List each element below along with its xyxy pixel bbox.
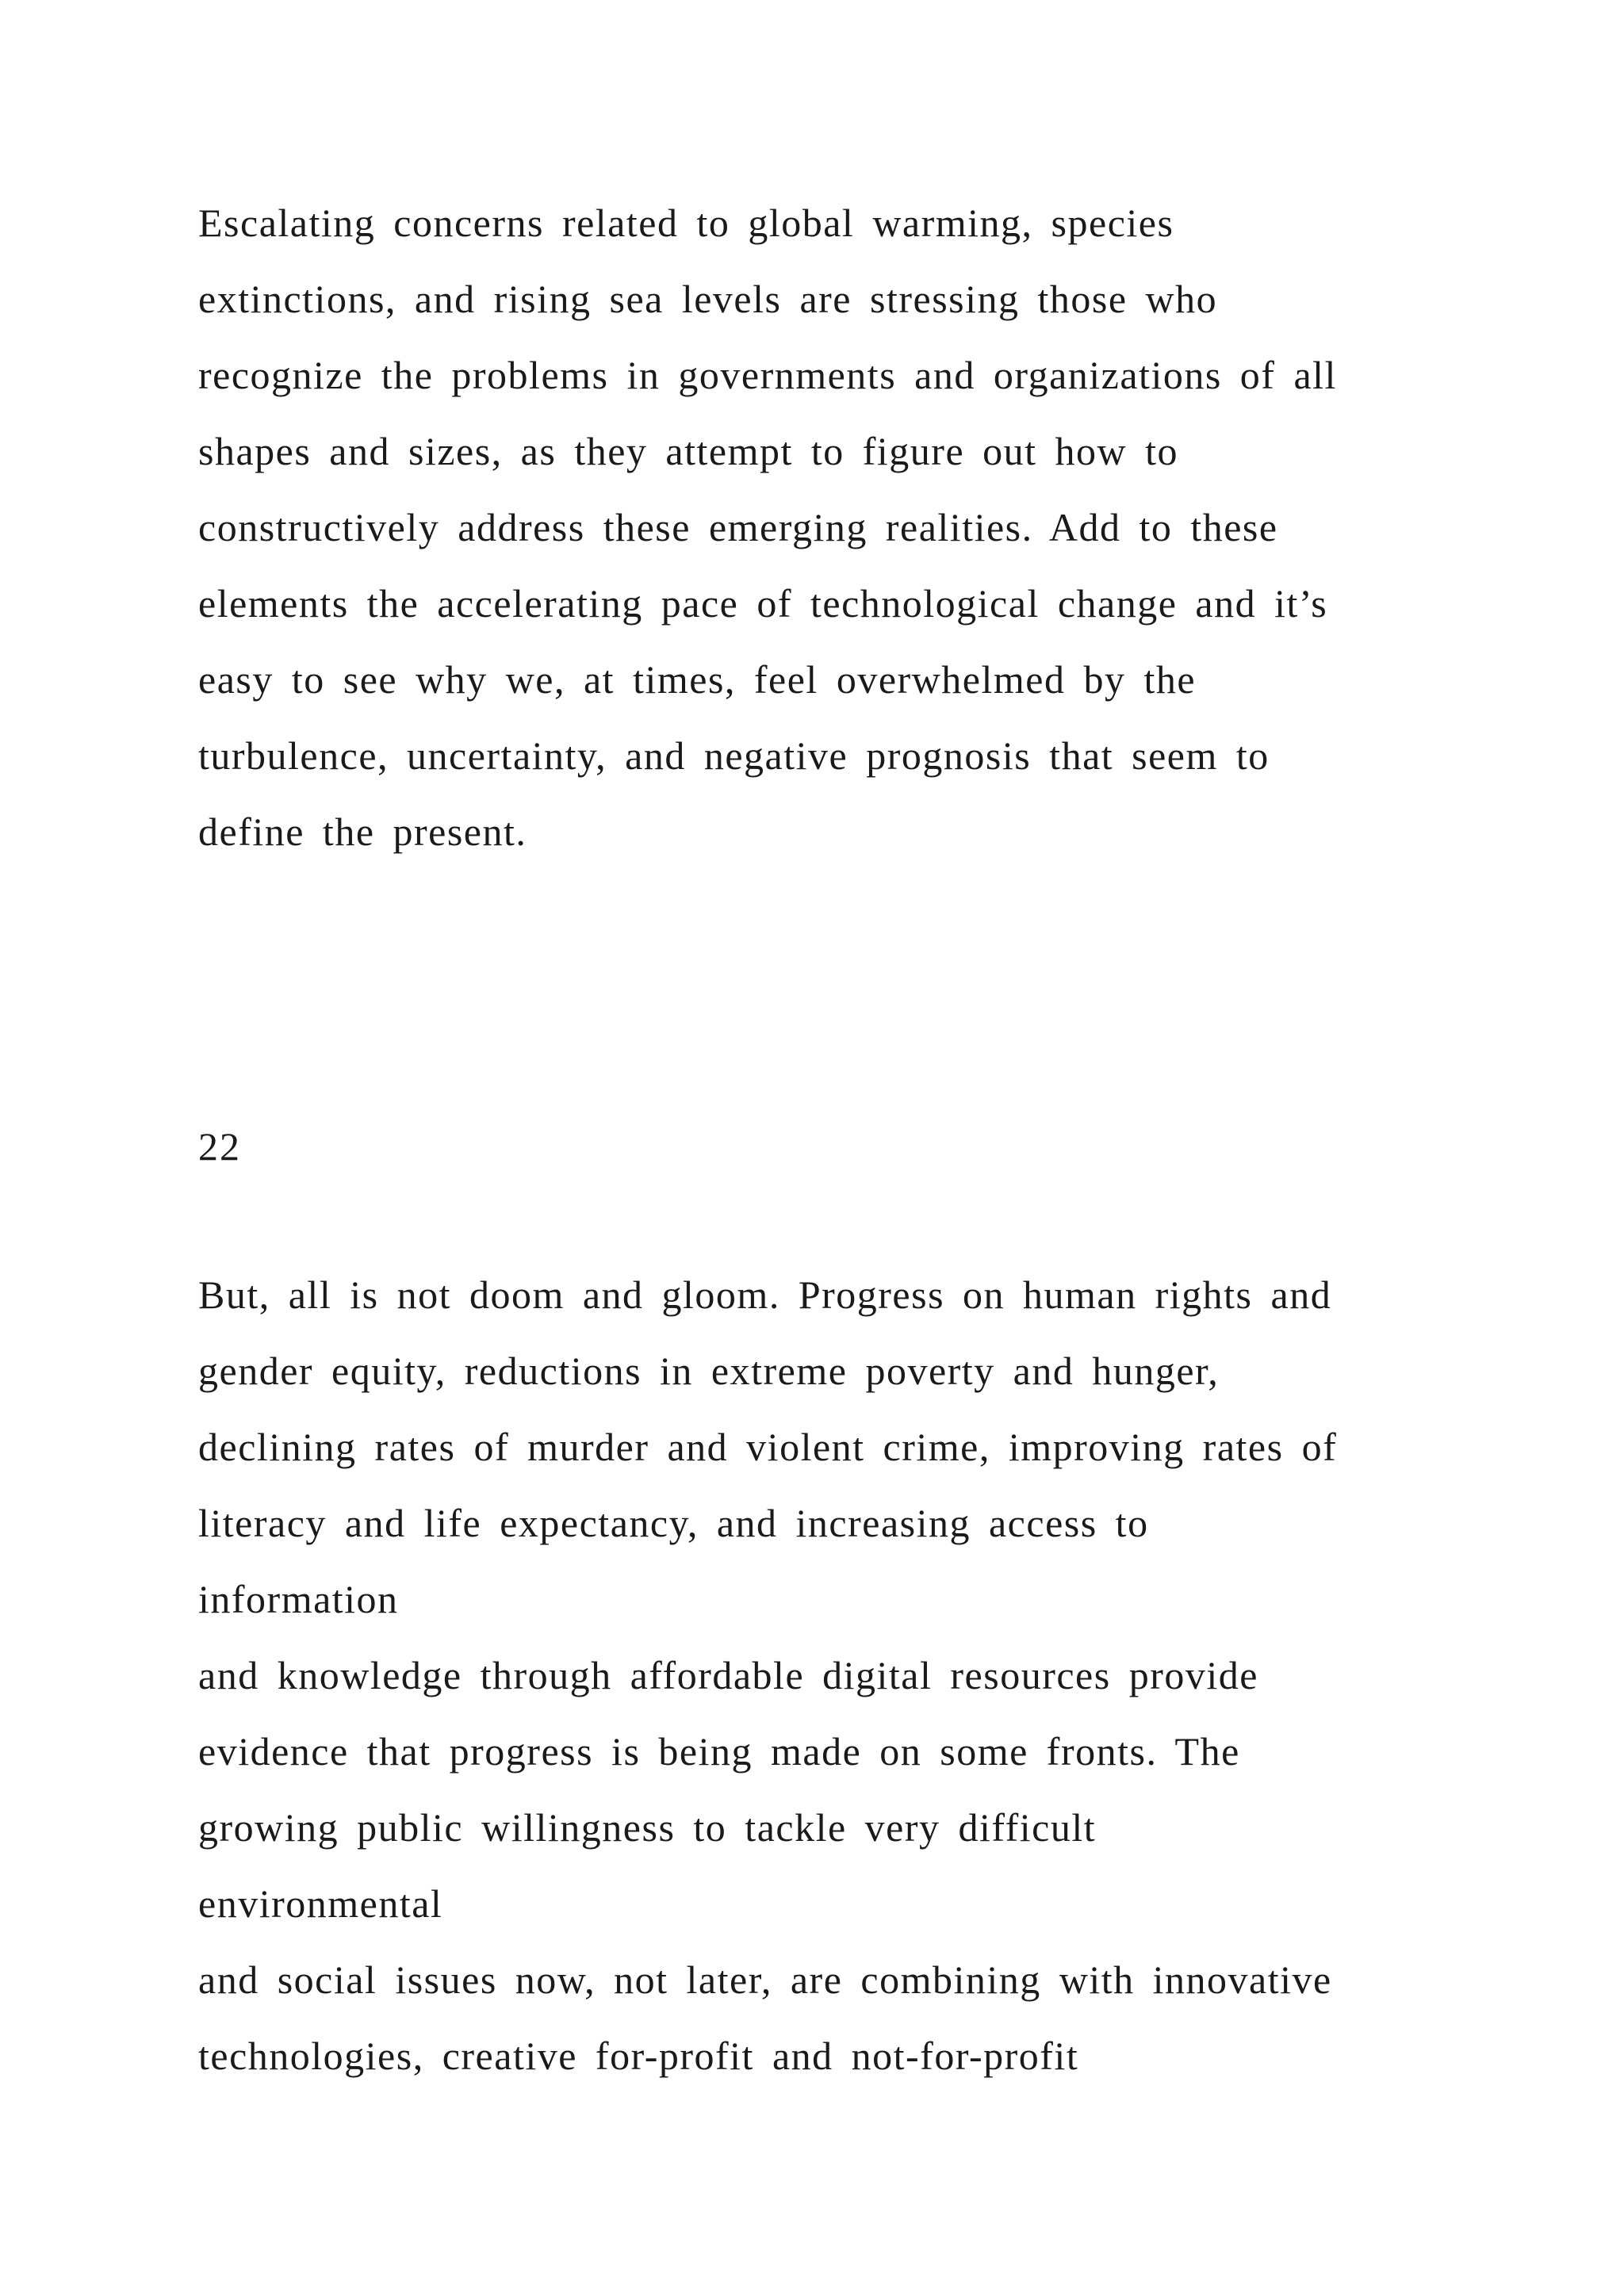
paragraph-2-line-2: gender equity, reductions in extreme poverty and hunger, — [198, 1349, 1220, 1393]
paragraph-1-line-8: turbulence, uncertainty, and negative prognosis that seem to — [198, 733, 1270, 778]
paragraph-2-line-3: declining rates of murder and violent crime, improving rates of — [198, 1425, 1338, 1469]
paragraph-2-line-5: information — [198, 1577, 399, 1621]
paragraph-2-line-9: environmental — [198, 1881, 443, 1926]
paragraph-1-line-7: easy to see why we, at times, feel overwhelmed by the — [198, 657, 1197, 702]
paragraph-1-line-1: Escalating concerns related to global warming, species — [198, 201, 1174, 245]
paragraph-2-line-10: and social issues now, not later, are combining with innovative — [198, 1957, 1332, 2002]
paragraph-1-line-4: shapes and sizes, as they attempt to figure out how to — [198, 429, 1179, 473]
paragraph-2-line-6: and knowledge through affordable digital resources provide — [198, 1653, 1258, 1697]
paragraph-2-line-11: technologies, creative for-profit and not-for-profit — [198, 2034, 1079, 2078]
paragraph-2-line-1: But, all is not doom and gloom. Progress on human rights and — [198, 1272, 1332, 1317]
paragraph-1-line-9: define the present. — [198, 809, 527, 854]
paragraph-2-line-4: literacy and life expectancy, and increasing access to — [198, 1501, 1149, 1545]
paragraph-1-line-3: recognize the problems in governments and organizations of all — [198, 353, 1337, 397]
paragraph-2-line-8: growing public willingness to tackle very difficult — [198, 1805, 1097, 1850]
paragraph-1-line-6: elements the accelerating pace of technological change and it’s — [198, 581, 1328, 626]
paragraph-1-line-2: extinctions, and rising sea levels are stressing those who — [198, 277, 1218, 321]
paragraph-1-line-5: constructively address these emerging realities. Add to these — [198, 505, 1278, 549]
paragraph-2-line-7: evidence that progress is being made on some fronts. The — [198, 1729, 1240, 1774]
page-number: 22 — [198, 1124, 241, 1169]
